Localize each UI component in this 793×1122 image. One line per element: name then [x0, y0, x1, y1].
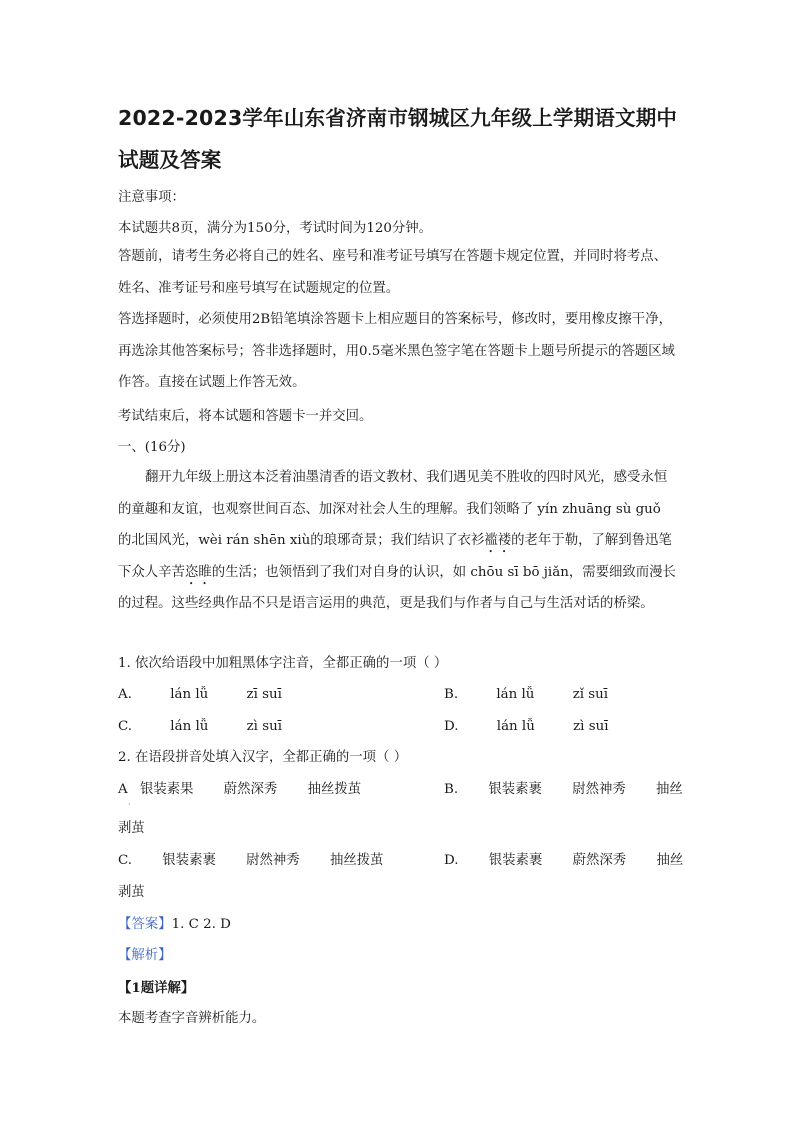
notice-heading: 注意事项：: [118, 190, 185, 205]
q1-option-a-label: A.: [118, 687, 132, 702]
q1-option-b[interactable]: [444, 686, 608, 704]
q1-option-b-pinyin-1: lán lǚ: [496, 687, 535, 702]
question-2-stem: 2. 在语段拼音处填入汉字，全都正确的一项（ ）: [118, 750, 408, 765]
q2-option-d[interactable]: [444, 852, 683, 870]
q2-option-b-word-3: 抽丝: [656, 782, 683, 797]
q2-option-c[interactable]: [118, 852, 384, 870]
q2-option-a-word-2: 蔚然深秀: [223, 782, 278, 797]
q1-option-c-label: C.: [118, 719, 133, 734]
stray-dot-mark: ·: [128, 800, 131, 809]
passage-part-3: 的生活；也领悟到了我们对自身的认识，如 chōu sī bō jiǎn，需要细致而漫长的过程。这些经典作品不只是语言运用的典范，更是我们与作者与自己与生活对话的桥梁。: [118, 564, 676, 612]
document-title-line-1: 2022-2023学年山东省济南市钢城区九年级上学期语文期中: [118, 106, 678, 130]
q2-option-a-word-1: 银装素果: [139, 782, 194, 797]
q1-option-d[interactable]: [444, 718, 608, 736]
q1-option-b-pinyin-2: zǐ suī: [572, 687, 609, 702]
passage-part-2: 的老年于勒，了解到鲁迅笔下众人辛苦: [118, 533, 672, 580]
q2-option-b-wrap: 剥茧: [118, 821, 145, 836]
q2-option-c-word-3: 抽丝拨茧: [329, 853, 384, 868]
q1-option-d-pinyin-1: lán lǚ: [496, 719, 535, 734]
q1-option-c[interactable]: [118, 718, 282, 736]
q2-option-b[interactable]: [444, 781, 683, 799]
document-title-line-2: 试题及答案: [118, 148, 222, 172]
q2-option-b-word-1: 银装素裹: [488, 782, 542, 797]
notice-item-3: [118, 304, 678, 399]
passage-text: [118, 462, 678, 620]
q1-option-d-label: D.: [444, 719, 459, 734]
q2-option-d-label: D.: [444, 853, 459, 868]
q2-option-c-word-2: 尉然神秀: [246, 853, 300, 868]
answer-tag: 【答案】: [118, 917, 172, 932]
q2-option-b-label: B.: [444, 782, 459, 797]
q2-option-c-word-1: 银装素裹: [162, 853, 216, 868]
q1-option-a-pinyin-2: zī suī: [246, 687, 282, 702]
notice-item-4: 考试结束后，将本试题和答题卡一并交回。: [118, 409, 373, 424]
q2-option-a-word-3: 抽丝拨茧: [307, 782, 362, 797]
q1-option-a[interactable]: [118, 686, 282, 704]
passage-part-1: 翻开九年级上册这本泛着油墨清香的语文教材、我们遇见美不胜收的四时风光，感受永恒的童趣和友谊，也观察世间百态、加深对社会人生的理解。我们领略了 yín zhuāng sù guǒ 的北国风光，wèi rán shēn xiù的琅琊奇景；我们结识了衣衫: [118, 470, 668, 549]
question-1-stem: 1. 依次给语段中加粗黑体字注音，全都正确的一项（ ）: [118, 656, 448, 671]
notice-item-1: 本试题共8页，满分为150分，考试时间为120分钟。: [118, 221, 433, 236]
q2-option-d-word-1: 银装素裹: [488, 853, 543, 868]
q1-option-d-pinyin-2: zì suī: [573, 719, 609, 734]
detail-text: 本题考查字音辨析能力。: [118, 1011, 266, 1026]
q2-option-a-label: A: [118, 782, 128, 797]
section-heading: 一、(16分): [118, 440, 186, 455]
q1-option-c-pinyin-2: zì suī: [246, 719, 282, 734]
reading-passage: [118, 462, 678, 620]
answer-line: [118, 916, 231, 934]
q2-option-b-word-2: 尉然神秀: [572, 782, 626, 797]
bold-word-2: 恣睢: [184, 564, 212, 580]
detail-tag: 【1题详解】: [118, 980, 195, 996]
bold-word-1: 褴褛: [484, 533, 512, 549]
q1-option-c-pinyin-1: lán lǚ: [170, 719, 209, 734]
q1-option-a-pinyin-1: lán lǚ: [170, 687, 209, 702]
q1-option-b-label: B.: [444, 687, 459, 702]
q2-option-d-word-2: 蔚然深秀: [572, 853, 627, 868]
q2-option-c-label: C.: [118, 853, 133, 868]
q2-option-d-word-3: 抽丝: [656, 853, 684, 868]
notice-item-3-text: 答选择题时，必须使用2B铅笔填涂答题卡上相应题目的答案标号，修改时，要用橡皮擦干净，再选涂其他答案标号；答非选择题时，用0.5毫米黑色签字笔在答题卡上题号所提示的答题区域作答。直接在试题上作答无效。: [118, 312, 675, 391]
analysis-tag: 【解析】: [118, 948, 172, 963]
notice-item-2-text: 答题前，请考生务必将自己的姓名、座号和准考证号填写在答题卡规定位置，并同时将考点、姓名、准考证号和座号填写在试题规定的位置。: [118, 249, 668, 296]
answer-text: 1. C 2. D: [171, 917, 231, 932]
notice-item-2: [118, 241, 678, 304]
q2-option-a[interactable]: [118, 781, 361, 799]
q2-option-d-wrap: 剥茧: [118, 885, 145, 900]
